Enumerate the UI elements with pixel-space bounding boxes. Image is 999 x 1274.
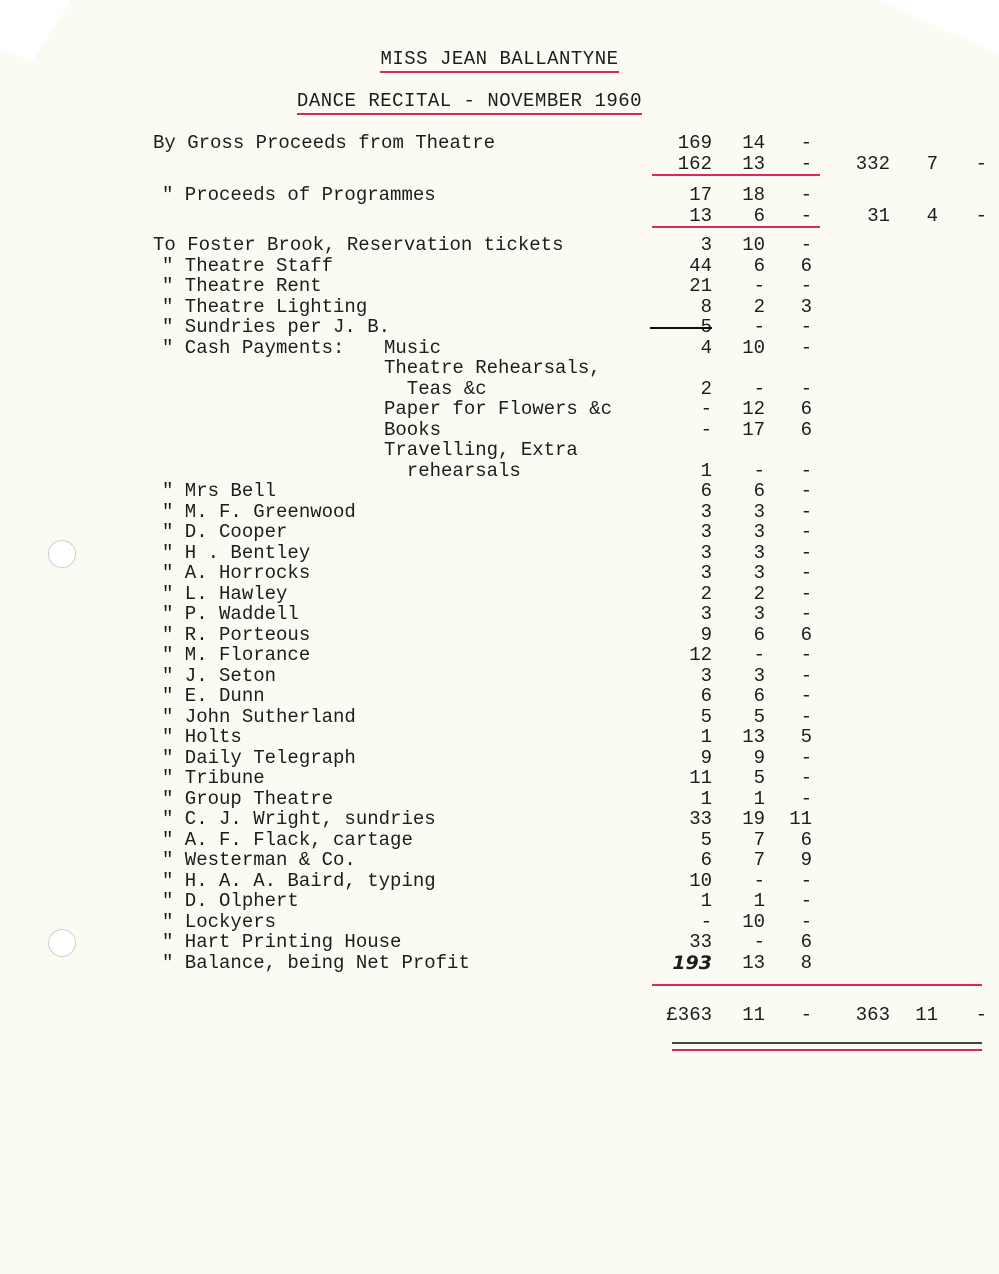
amount-pounds: 8 xyxy=(700,296,712,318)
amount-pence: - xyxy=(800,153,812,175)
grand-total-pence: - xyxy=(975,1004,987,1026)
amount-shillings: - xyxy=(753,316,765,338)
ledger-row xyxy=(0,767,999,787)
amount-total-shillings: 7 xyxy=(926,153,938,175)
ledger-row xyxy=(0,419,999,439)
amount-pence: - xyxy=(800,378,812,400)
ledger-row xyxy=(0,184,999,204)
row-label: " D. Olphert xyxy=(162,890,299,912)
amount-pence: - xyxy=(800,870,812,892)
ledger-row xyxy=(0,911,999,931)
amount-pounds: 6 xyxy=(700,480,712,502)
amount-pence: 6 xyxy=(800,398,812,420)
row-label: " A. F. Flack, cartage xyxy=(162,829,413,851)
ledger-row xyxy=(0,357,999,377)
ledger-row xyxy=(0,234,999,254)
row-label: By Gross Proceeds from Theatre xyxy=(153,132,496,154)
ledger-row xyxy=(0,685,999,705)
double-rule-top xyxy=(672,1042,982,1044)
amount-pence: 11 xyxy=(789,808,812,830)
amount-pounds: 6 xyxy=(700,685,712,707)
amount-shillings: 9 xyxy=(753,747,765,769)
ledger-row xyxy=(0,378,999,398)
row-sublabel: Teas &c xyxy=(384,378,487,400)
amount-shillings: - xyxy=(753,931,765,953)
amount-shillings: - xyxy=(753,870,765,892)
amount-shillings: 6 xyxy=(753,255,765,277)
amount-shillings: 6 xyxy=(753,624,765,646)
ledger-row xyxy=(0,644,999,664)
amount-pounds: 3 xyxy=(700,603,712,625)
ledger-row xyxy=(0,706,999,726)
amount-pence: - xyxy=(800,275,812,297)
amount-pounds: 1 xyxy=(700,890,712,912)
amount-pounds: 162 xyxy=(677,153,712,175)
amount-shillings: 13 xyxy=(742,153,765,175)
amount-pounds: 9 xyxy=(700,747,712,769)
ledger-row xyxy=(0,931,999,951)
amount-pence: 8 xyxy=(800,952,812,974)
ledger-row xyxy=(0,562,999,582)
amount-pence: - xyxy=(800,132,812,154)
amount-shillings: 12 xyxy=(742,398,765,420)
amount-pence: 6 xyxy=(800,419,812,441)
ledger-row xyxy=(0,439,999,459)
row-sublabel: Books xyxy=(384,419,442,441)
total-rule xyxy=(652,984,982,986)
row-label: " M. Florance xyxy=(162,644,311,666)
amount-pounds: 5 xyxy=(700,706,712,728)
row-label: " M. F. Greenwood xyxy=(162,501,356,523)
amount-pounds: 33 xyxy=(689,931,712,953)
amount-pence: - xyxy=(800,562,812,584)
amount-pence: - xyxy=(800,521,812,543)
amount-pence: - xyxy=(800,788,812,810)
ledger-row xyxy=(0,747,999,767)
amount-pence: - xyxy=(800,890,812,912)
amount-pence: - xyxy=(800,685,812,707)
torn-corner xyxy=(879,0,999,55)
amount-pence: 9 xyxy=(800,849,812,871)
amount-pounds: 3 xyxy=(700,665,712,687)
row-label: " Theatre Staff xyxy=(162,255,334,277)
row-label: " H . Bentley xyxy=(162,542,311,564)
ledger-row xyxy=(0,205,999,225)
amount-pence: - xyxy=(800,911,812,933)
amount-pounds: 17 xyxy=(689,184,712,206)
amount-pence: - xyxy=(800,747,812,769)
row-label: " E. Dunn xyxy=(162,685,265,707)
amount-shillings: 3 xyxy=(753,562,765,584)
amount-pence: - xyxy=(800,644,812,666)
amount-shillings: 3 xyxy=(753,501,765,523)
amount-shillings: 18 xyxy=(742,184,765,206)
amount-shillings: 19 xyxy=(742,808,765,830)
ledger-row xyxy=(0,275,999,295)
row-label: " Sundries per J. B. xyxy=(162,316,391,338)
row-label: " John Sutherland xyxy=(162,706,356,728)
amount-pence: - xyxy=(800,316,812,338)
row-label: " Daily Telegraph xyxy=(162,747,356,769)
row-label: " Tribune xyxy=(162,767,265,789)
ledger-row xyxy=(0,603,999,623)
amount-pence: 5 xyxy=(800,726,812,748)
amount-shillings: 2 xyxy=(753,583,765,605)
amount-pounds: - xyxy=(700,419,712,441)
amount-pounds: 1 xyxy=(700,726,712,748)
row-sublabel: Travelling, Extra xyxy=(384,439,578,461)
amount-pounds: 10 xyxy=(689,870,712,892)
ledger-row xyxy=(0,153,999,173)
amount-pounds: 2 xyxy=(700,583,712,605)
ledger-row xyxy=(0,398,999,418)
total-pounds: £363 xyxy=(666,1004,712,1026)
amount-shillings: 6 xyxy=(753,480,765,502)
amount-shillings: 3 xyxy=(753,603,765,625)
amount-pence: 6 xyxy=(800,829,812,851)
row-label: " Hart Printing House xyxy=(162,931,402,953)
amount-total-shillings: 4 xyxy=(926,205,938,227)
amount-shillings: 6 xyxy=(753,685,765,707)
document-title xyxy=(0,48,999,73)
amount-pence: - xyxy=(800,184,812,206)
ledger-row xyxy=(0,460,999,480)
amount-pounds: 2 xyxy=(700,378,712,400)
amount-shillings: 2 xyxy=(753,296,765,318)
amount-pounds: 12 xyxy=(689,644,712,666)
amount-shillings: 17 xyxy=(742,419,765,441)
grand-total-shillings: 11 xyxy=(915,1004,938,1026)
ledger-row xyxy=(0,583,999,603)
amount-shillings: 1 xyxy=(753,890,765,912)
row-label: " Theatre Rent xyxy=(162,275,322,297)
amount-pence: - xyxy=(800,706,812,728)
amount-pounds: 5 xyxy=(700,829,712,851)
row-label: " Holts xyxy=(162,726,242,748)
amount-shillings: 7 xyxy=(753,829,765,851)
subtotal-rule xyxy=(652,226,820,228)
amount-pence: 3 xyxy=(800,296,812,318)
ledger-row xyxy=(0,624,999,644)
row-sublabel: Music xyxy=(384,337,442,359)
amount-pounds: 9 xyxy=(700,624,712,646)
ledger-row xyxy=(0,665,999,685)
amount-pounds: 1 xyxy=(700,460,712,482)
amount-pence: - xyxy=(800,460,812,482)
total-pence: - xyxy=(800,1004,812,1026)
amount-shillings: - xyxy=(753,378,765,400)
amount-shillings: 10 xyxy=(742,911,765,933)
ledger-row xyxy=(0,132,999,152)
row-label: " D. Cooper xyxy=(162,521,288,543)
amount-pence: - xyxy=(800,337,812,359)
amount-shillings: 3 xyxy=(753,542,765,564)
ledger-row xyxy=(0,337,999,357)
amount-shillings: 13 xyxy=(742,952,765,974)
row-label: " P. Waddell xyxy=(162,603,299,625)
row-label: " L. Hawley xyxy=(162,583,288,605)
amount-total-pence: - xyxy=(975,205,987,227)
ledger-row xyxy=(0,501,999,521)
amount-shillings: - xyxy=(753,460,765,482)
amount-shillings: 6 xyxy=(753,205,765,227)
amount-pounds: 21 xyxy=(689,275,712,297)
row-sublabel: rehearsals xyxy=(384,460,521,482)
amount-shillings: 5 xyxy=(753,706,765,728)
amount-shillings: 13 xyxy=(742,726,765,748)
grand-total-pounds: 363 xyxy=(855,1004,890,1026)
amount-pounds: - xyxy=(700,398,712,420)
amount-shillings: 5 xyxy=(753,767,765,789)
ledger-row xyxy=(0,808,999,828)
amount-pounds: 3 xyxy=(700,501,712,523)
row-label: " Westerman & Co. xyxy=(162,849,356,871)
ledger-row xyxy=(0,952,999,972)
amount-pounds: 6 xyxy=(700,849,712,871)
ledger-row xyxy=(0,870,999,890)
amount-pounds: 3 xyxy=(700,562,712,584)
ledger-row xyxy=(0,521,999,541)
totals-row xyxy=(0,1004,999,1024)
amount-total-pounds: 332 xyxy=(855,153,890,175)
amount-pounds: 44 xyxy=(689,255,712,277)
row-label: " C. J. Wright, sundries xyxy=(162,808,436,830)
amount-pence: - xyxy=(800,603,812,625)
amount-shillings: 10 xyxy=(742,234,765,256)
amount-pounds: 193 xyxy=(672,952,712,974)
row-label: To Foster Brook, Reservation tickets xyxy=(153,234,564,256)
amount-pence: - xyxy=(800,205,812,227)
amount-shillings: 7 xyxy=(753,849,765,871)
amount-shillings: 3 xyxy=(753,521,765,543)
amount-pounds: 3 xyxy=(700,234,712,256)
amount-shillings: 1 xyxy=(753,788,765,810)
double-rule-bottom xyxy=(672,1049,982,1051)
subtitle-text: DANCE RECITAL - NOVEMBER 1960 xyxy=(297,90,642,115)
ledger-row xyxy=(0,890,999,910)
amount-pounds: 13 xyxy=(689,205,712,227)
amount-total-pence: - xyxy=(975,153,987,175)
row-label: " R. Porteous xyxy=(162,624,311,646)
row-label: " Balance, being Net Profit xyxy=(162,952,470,974)
ledger-row xyxy=(0,255,999,275)
ledger-row xyxy=(0,726,999,746)
amount-pence: - xyxy=(800,501,812,523)
row-label: " Cash Payments: xyxy=(162,337,345,359)
amount-pounds: 3 xyxy=(700,521,712,543)
row-label: " A. Horrocks xyxy=(162,562,311,584)
amount-shillings: - xyxy=(753,644,765,666)
row-label: " Theatre Lighting xyxy=(162,296,368,318)
total-shillings: 11 xyxy=(742,1004,765,1026)
amount-pence: - xyxy=(800,542,812,564)
amount-pounds: 4 xyxy=(700,337,712,359)
title-text: MISS JEAN BALLANTYNE xyxy=(380,48,618,73)
row-label: " Proceeds of Programmes xyxy=(162,184,436,206)
ledger-row xyxy=(0,788,999,808)
ledger-row xyxy=(0,542,999,562)
amount-pounds: - xyxy=(700,911,712,933)
row-label: " J. Seton xyxy=(162,665,277,687)
row-label: " Group Theatre xyxy=(162,788,334,810)
ledger-row xyxy=(0,849,999,869)
subtotal-rule xyxy=(652,174,820,176)
amount-pounds: 169 xyxy=(677,132,712,154)
document-subtitle xyxy=(0,90,969,115)
amount-pence: - xyxy=(800,665,812,687)
row-label: " Mrs Bell xyxy=(162,480,277,502)
amount-pence: 6 xyxy=(800,931,812,953)
row-label: " Lockyers xyxy=(162,911,277,933)
row-sublabel: Theatre Rehearsals, xyxy=(384,357,601,379)
amount-pounds: 5 xyxy=(650,316,712,338)
amount-pence: - xyxy=(800,234,812,256)
amount-pounds: 11 xyxy=(689,767,712,789)
amount-shillings: 3 xyxy=(753,665,765,687)
amount-shillings: - xyxy=(753,275,765,297)
amount-total-pounds: 31 xyxy=(867,205,890,227)
amount-pence: - xyxy=(800,767,812,789)
amount-shillings: 10 xyxy=(742,337,765,359)
amount-pounds: 1 xyxy=(700,788,712,810)
amount-pence: - xyxy=(800,480,812,502)
amount-pounds: 33 xyxy=(689,808,712,830)
amount-pounds: 3 xyxy=(700,542,712,564)
ledger-row xyxy=(0,480,999,500)
amount-shillings: 14 xyxy=(742,132,765,154)
row-sublabel: Paper for Flowers &c xyxy=(384,398,613,420)
ledger-row xyxy=(0,829,999,849)
row-label: " H. A. A. Baird, typing xyxy=(162,870,436,892)
amount-pence: 6 xyxy=(800,624,812,646)
ledger-row xyxy=(0,316,999,336)
amount-pence: 6 xyxy=(800,255,812,277)
ledger-row xyxy=(0,296,999,316)
amount-pence: - xyxy=(800,583,812,605)
